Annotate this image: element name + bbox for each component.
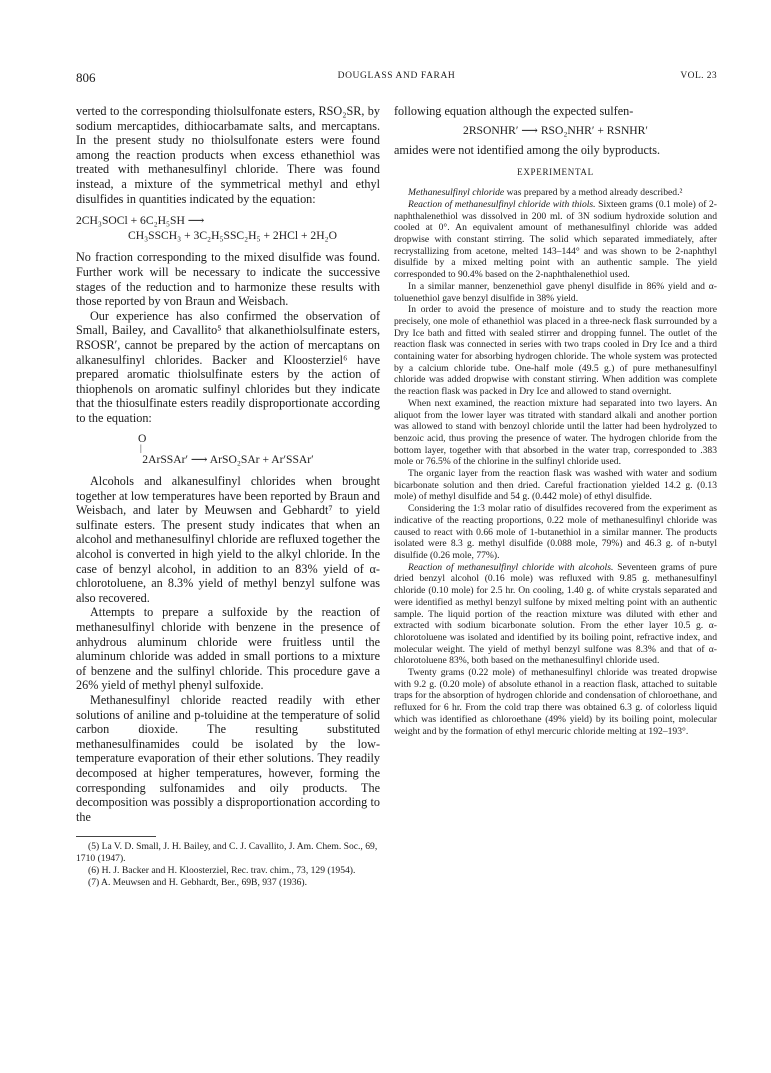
paragraph: Methanesulfinyl chloride was prepared by a method already described.² <box>408 187 683 199</box>
run-in-heading: Reaction of methanesulfinyl chloride with thiols. <box>408 198 596 210</box>
page-number: 806 <box>76 70 96 85</box>
equation-bond: | <box>140 443 142 454</box>
section-heading: EXPERIMENTAL <box>517 167 594 178</box>
equation-disulfide <box>76 214 380 243</box>
footnotes <box>76 841 380 888</box>
equation-line: CH₃SSCH₃ + 3C₂H₅SSC₂H₅ + 2HCl + 2H₂O <box>128 228 337 242</box>
paragraph: Our experience has also confirmed the observation of Small, Bailey, and Cavallito⁵ that alkanethiolsulfinate esters, RSOSR′, cannot be prepared by the action of mercaptans on alkanesulfinyl chlorides. Backer and Kloosterziel⁶ have prepared aromatic thiolsulfinate esters by the action of thiophenols on aromatic sulfinyl chlorides but they indicate that the thiosulfinate esters readily disproportionate according to the equation: <box>76 308 380 425</box>
paragraph: following equation although the expected sulfen- <box>394 104 634 118</box>
equation-oxygen: O <box>138 432 147 446</box>
paragraph: The organic layer from the reaction flask was washed with water and sodium bicarbonate solution and then dried. Careful fractionation yielded 14.2 g. (0.13 mole) of methyl disulfide and 54 g. (0.442 mole) of ethyl disulfide. <box>394 468 717 503</box>
equation-line: 2ArSSAr′ ⟶ ArSO₂SAr + Ar′SSAr′ <box>142 453 314 467</box>
paragraph: No fraction corresponding to the mixed disulfide was found. Further work will be necessary to indicate the successive stages of the reduction and to harmonize these results with those reported by von Braun and Weisbach. <box>76 250 380 309</box>
paragraph: Twenty grams (0.22 mole) of methanesulfinyl chloride was treated dropwise with 9.2 g. (0.20 mole) of absolute ethanol in a reaction flask, attached to suitable traps for the absorption of hydrogen chloride and condensation of chloroethane, and refluxed for 6 hr. From the cold trap there was obtained 6.3 g. of colorless liquid which was identified as chloroethane (49% yield) by its boiling point, molecular weight and by the formation of ethyl mercuric chloride melting at 192–193°. <box>394 667 717 737</box>
paragraph: amides were not identified among the oily byproducts. <box>394 142 661 157</box>
equation-disproportionation <box>76 433 380 468</box>
paragraph: Alcohols and alkanesulfinyl chlorides when brought together at low temperatures have been reported by Braun and Weisbach, and later by Meuwsen and Gebhardt⁷ to yield sulfinate esters. The present study indicates that when an alcohol and methanesulfinyl chloride are refluxed together the alcohol is converted in high yield to the alkyl chloride. In the case of benzyl alcohol, in addition to an 83% yield of α-chlorotoluene, an 8.3% yield of methyl benzyl sulfone was also recovered. <box>76 474 380 605</box>
footnote: (7) A. Meuwsen and H. Gebhardt, Ber., 69B, 937 (1936). <box>88 876 308 888</box>
running-title: DOUGLASS AND FARAH <box>337 71 456 81</box>
paragraph: When next examined, the reaction mixture had separated into two layers. An aliquot from the lower layer was titrated with standard alkali and another portion was allowed to stand with benzoyl chloride until the latter had been hydrolyzed to benzoic acid, thus proving the presence of water. The hydrogen chloride from the bottom layer, together with that absorbed in the water trap, corresponded to .383 mole or 76.5% of the chlorine in the sulfinyl chloride used. <box>394 397 717 468</box>
paragraph: Reaction of methanesulfinyl chloride with alcohols. Seventeen grams of pure dried benzyl alcohol (0.16 mole) was refluxed with 9.85 g. methanesulfinyl chloride (0.10 mole) for 2.5 hr. On cooling, 1.40 g. of white crystals separated and were identified as methyl benzyl sulfone by mixed melting point with an authentic sample. The liquid portion of the reaction mixture was diluted with ether and extracted with sodium bicarbonate solution. From the ether layer 10.5 g. α-chlorotoluene was isolated and identified by its boiling point, refractive index, and molecular weight. The yield of methyl benzyl sulfone was 8.3% and that of α-chlorotoluene 83%, both based on the methanesulfinyl chloride used. <box>394 561 717 667</box>
paragraph: verted to the corresponding thiolsulfonate esters, RSO₂SR, by sodium mercaptides, dithiocarbamate salts, and mercaptans. In the present study no thiolsulfonate esters were found among the reaction products when excess ethanethiol was treated with methanesulfinyl chloride. There was found instead, a mixture of the symmetrical methyl and ethyl disulfides in quantities indicated by the equation: <box>76 104 380 206</box>
right-column <box>394 104 717 737</box>
run-in-heading: Reaction of methanesulfinyl chloride with alcohols. <box>408 561 614 573</box>
paragraph: Methanesulfinyl chloride reacted readily with ether solutions of aniline and p-toluidine at the temperature of solid carbon dioxide. The resulting substituted methanesulfinamides could be isolated by the low-temperature evaporation of their ether solutions. They readily decomposed at higher temperatures, however, forming the corresponding sulfonamides and oily products. The decomposition was possibly a disproportionation according to the <box>76 692 380 824</box>
footnote-divider <box>76 836 156 837</box>
running-header <box>76 70 717 86</box>
footnote: (6) H. J. Backer and H. Kloosterziel, Rec. trav. chim., 73, 129 (1954). <box>88 864 356 876</box>
run-in-heading: Methanesulfinyl chloride <box>408 187 505 199</box>
footnote: (5) La V. D. Small, J. H. Bailey, and C. J. Cavallito, J. Am. Chem. Soc., 69, 1710 (1947). <box>76 841 378 865</box>
paragraph: Considering the 1:3 molar ratio of disulfides recovered from the experiment as indicative of the reacting proportions, 0.22 mole of methanesulfinyl chloride was caused to react with 0.66 mole of 1-butanethiol in a similar manner. The products isolated were 8.3 g. methyl disulfide (0.088 mole, 79%) and 46.3 g. of n-butyl disulfide (0.26 mole, 77%). <box>394 503 717 561</box>
paragraph: Attempts to prepare a sulfoxide by the reaction of methanesulfinyl chloride with benzene in the presence of anhydrous aluminum chloride were fruitless until the aluminum chloride was added in small portions to a mixture of benzene and the sulfinyl chloride. This procedure gave a 26% yield of methyl phenyl sulfoxide. <box>76 605 380 693</box>
paragraph: Reaction of methanesulfinyl chloride with thiols. Sixteen grams (0.1 mole) of 2-naphthalenethiol was dissolved in 200 ml. of 3N sodium hydroxide solution and cooled at 0°. An equivalent amount of methanesulfinyl chloride was added dropwise with constant stirring. The solid which separated immediately, after recrystallizing from acetone, melted 143–144° and was shown to be 2-naphthyl disulfide by a mixed melting point with an authentic sample. The yield corresponded to 90.4% based on the 2-naphthalenethiol used. <box>394 198 717 281</box>
equation-sulfenamide: 2RSONHR′ ⟶ RSO₂NHR′ + RSNHR′ <box>463 123 648 137</box>
equation-line: 2CH₃SOCl + 6C₂H₅SH ⟶ <box>76 214 205 228</box>
left-column <box>76 104 380 889</box>
paragraph: In a similar manner, benzenethiol gave phenyl disulfide in 86% yield and α-toluenethiol gave benzyl disulfide in 38% yield. <box>394 280 717 304</box>
volume-label: VOL. 23 <box>680 71 717 81</box>
paragraph: In order to avoid the presence of moisture and to study the reaction more precisely, one mole of ethanethiol was placed in a three-neck flask surrounded by a Dry Ice bath and fitted with sealed stirrer and dropping funnel. The outlet of the reaction flask was connected in series with two traps cooled in Dry Ice and a third containing water for absorbing hydrogen chloride. The whole system was protected by a calcium chloride tube. One-half mole (49.5 g.) of pure methanesulfinyl chloride was added dropwise with constant stirring. When addition was complete the reaction flask was packed in Dry Ice and allowed to stand overnight. <box>394 304 717 398</box>
